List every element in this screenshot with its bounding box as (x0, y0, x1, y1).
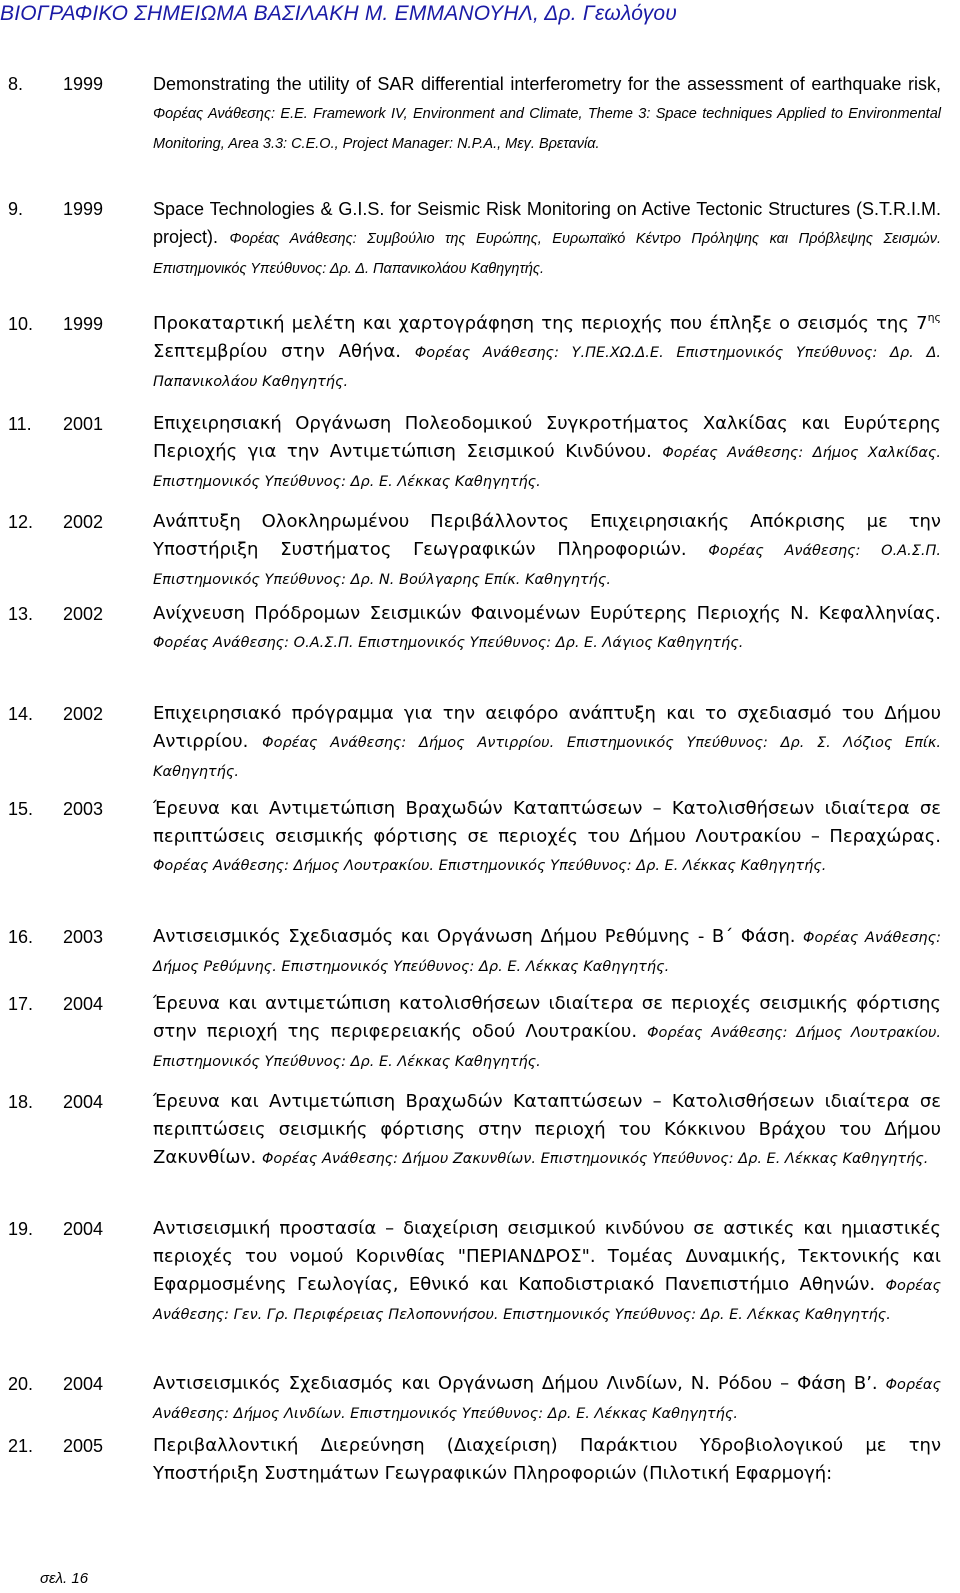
entry-body (153, 990, 941, 1076)
entry-number: 18. (8, 1092, 34, 1112)
entry-year: 2003 (63, 799, 104, 819)
entry-title-superscript: ης (927, 311, 941, 324)
entry-agency: Φορέας Ανάθεσης: Δήμος Λινδίων. Επιστημονικός Υπεύθυνος: Δρ. Ε. Λέκκας Καθηγητής. (153, 1377, 941, 1422)
entry-number: 15. (8, 799, 34, 819)
entry-year: 2004 (63, 1092, 104, 1112)
entry-body (153, 1370, 941, 1428)
entry-number: 21. (8, 1436, 34, 1456)
entry-number: 13. (8, 604, 34, 624)
entry-year: 2002 (63, 604, 104, 624)
entry-title: Επιχειρησιακό πρόγραμμα για την αειφόρο ανάπτυξη και το σχεδιασμό του Δήμου Αντιρρίου. (153, 703, 941, 752)
entry-agency: Φορέας Ανάθεσης: Δήμος Αντιρρίου. Επιστημονικός Υπεύθυνος: Δρ. Σ. Λόζιος Επίκ. Καθηγητής. (153, 735, 941, 780)
entry-body (153, 195, 941, 283)
entry-agency: Φορέας Ανάθεσης: Δήμου Ζακυνθίων. Επιστημονικός Υπεύθυνος: Δρ. Ε. Λέκκας Καθηγητής. (261, 1151, 929, 1167)
entry-title: Περιβαλλοντική Διερεύνηση (Διαχείριση) Παράκτιου Υδροβιολογικού με την Υποστήριξη Συστημάτων Γεωγραφικών Πληροφοριών (Πιλοτική Εφαρμογή: (153, 1435, 941, 1484)
entry-agency: Φορέας Ανάθεσης: Ο.Α.Σ.Π. Επιστημονικός Υπεύθυνος: Δρ. Ε. Λάγιος Καθηγητής. (153, 635, 744, 651)
entry-body (153, 310, 941, 396)
entry-title: Αντισεισμικός Σχεδιασμός και Οργάνωση Δήμου Ρεθύμνης - Β΄ Φάση. (153, 926, 796, 947)
entry-year: 2001 (63, 414, 104, 434)
entry-title-end: Σεπτεμβρίου στην Αθήνα. (153, 341, 402, 362)
entry-title-start: Προκαταρτική μελέτη και χαρτογράφηση της περιοχής που έπληξε ο σεισμός της 7 (153, 313, 928, 334)
entry-agency: Φορέας Ανάθεσης: Συμβούλιο της Ευρώπης, Ευρωπαϊκό Κέντρο Πρόληψης και Πρόβλεψης Σεισμών. Επιστημονικός Υπεύθυνος: Δρ. Δ. Παπανικολάου Καθηγητής. (153, 231, 941, 277)
entry-year: 1999 (63, 199, 104, 219)
entry-body (153, 1215, 941, 1329)
entry-number: 11. (8, 414, 32, 434)
entry-title: Ανάπτυξη Ολοκληρωμένου Περιβάλλοντος Επιχειρησιακής Απόκρισης με την Υποστήριξη Συστήματος Γεωγραφικών Πληροφοριών. (153, 511, 941, 560)
entry-title: Έρευνα και Αντιμετώπιση Βραχωδών Καταπτώσεων – Κατολισθήσεων ιδιαίτερα σε περιπτώσεις σεισμικής φόρτισης σε περιοχές του Δήμου Λουτρακίου – Περαχώρας. (153, 798, 941, 847)
entry-year: 2004 (63, 1374, 104, 1394)
entry-year: 1999 (63, 74, 104, 94)
entry-year: 2004 (63, 1219, 104, 1239)
entry-year: 2003 (63, 927, 104, 947)
entry-number: 16. (8, 927, 34, 947)
entry-title: Demonstrating the utility of SAR differential interferometry for the assessment of earthquake risk, (153, 74, 941, 94)
entry-year: 1999 (63, 314, 104, 334)
entry-agency: Φορέας Ανάθεσης: Υ.ΠΕ.ΧΩ.Δ.Ε. Επιστημονικός Υπεύθυνος: Δρ. Δ. Παπανικολάου Καθηγητής. (153, 345, 941, 390)
document-header: ΒΙΟΓΡΑΦΙΚΟ ΣΗΜΕΙΩΜΑ ΒΑΣΙΛΑΚΗ Μ. ΕΜΜΑΝΟΥΗΛ, Δρ. Γεωλόγου (0, 2, 678, 25)
entry-agency: Φορέας Ανάθεσης: Ο.Α.Σ.Π. Επιστημονικός Υπεύθυνος: Δρ. Ν. Βούλγαρης Επίκ. Καθηγητής. (153, 543, 941, 588)
entry-title: Ανίχνευση Πρόδρομων Σεισμικών Φαινομένων Ευρύτερης Περιοχής Ν. Κεφαλληνίας. (153, 603, 941, 624)
entry-number: 12. (8, 512, 34, 532)
entry-body (153, 410, 941, 496)
entry-body (153, 1088, 941, 1173)
entry-number: 17. (8, 994, 34, 1014)
entry-title: Επιχειρησιακή Οργάνωση Πολεοδομικού Συγκροτήματος Χαλκίδας και Ευρύτερης Περιοχής για την Αντιμετώπιση Σεισμικού Κινδύνου. (153, 413, 941, 462)
entry-title: Αντισεισμικός Σχεδιασμός και Οργάνωση Δήμου Λινδίων, Ν. Ρόδου – Φάση Β’. (153, 1373, 878, 1394)
entry-body (153, 923, 941, 981)
entry-title: Έρευνα και Αντιμετώπιση Βραχωδών Καταπτώσεων – Κατολισθήσεων ιδιαίτερα σε περιπτώσεις σεισμικής φόρτισης στην περιοχή του Κόκκινου Βράχου του Δήμου Ζακυνθίων. (153, 1091, 941, 1168)
entry-number: 8. (8, 74, 24, 94)
entry-body (153, 508, 941, 594)
entry-number: 19. (8, 1219, 34, 1239)
entry-agency: Φορέας Ανάθεσης: Δήμος Ρεθύμνης. Επιστημονικός Υπεύθυνος: Δρ. Ε. Λέκκας Καθηγητής. (153, 930, 941, 975)
entry-number: 9. (8, 199, 24, 219)
entry-body (153, 795, 941, 880)
entry-number: 10. (8, 314, 34, 334)
entry-body (153, 1432, 941, 1488)
entry-agency: Φορέας Ανάθεσης: Ε.Ε. Framework IV, Environment and Climate, Theme 3: Space techniques Applied to Environmental Monitoring, Area 3.3: C.E.O., Project Manager: N.P.A., Μεγ. Βρετανία. (153, 106, 941, 152)
entry-year: 2004 (63, 994, 104, 1014)
entry-title: Έρευνα και αντιμετώπιση κατολισθήσεων ιδιαίτερα σε περιοχές σεισμικής φόρτισης στην περιοχή της περιφερειακής οδού Λουτρακίου. (153, 993, 941, 1042)
entry-agency: Φορέας Ανάθεσης: Δήμος Λουτρακίου. Επιστημονικός Υπεύθυνος: Δρ. Ε. Λέκκας Καθηγητής. (153, 858, 827, 874)
entry-body (153, 700, 941, 786)
entry-title: Space Technologies & G.I.S. for Seismic Risk Monitoring on Active Tectonic Structures (S.T.R.I.M. project). (153, 199, 941, 247)
entry-agency: Φορέας Ανάθεσης: Γεν. Γρ. Περιφέρειας Πελοποννήσου. Επιστημονικός Υπεύθυνος: Δρ. Ε. Λέκκας Καθηγητής. (153, 1278, 941, 1323)
entry-agency: Φορέας Ανάθεσης: Δήμος Λουτρακίου. Επιστημονικός Υπεύθυνος: Δρ. Ε. Λέκκας Καθηγητής. (153, 1025, 941, 1070)
entry-year: 2002 (63, 704, 104, 724)
entry-body (153, 70, 941, 158)
entry-agency: Φορέας Ανάθεσης: Δήμος Χαλκίδας. Επιστημονικός Υπεύθυνος: Δρ. Ε. Λέκκας Καθηγητής. (153, 445, 941, 490)
page-number: σελ. 16 (40, 1570, 89, 1587)
entry-number: 14. (8, 704, 34, 724)
entry-title: Αντισεισμική προστασία – διαχείριση σεισμικού κινδύνου σε αστικές και ημιαστικές περιοχές του νομού Κορινθίας "ΠΕΡΙΑΝΔΡΟΣ". Τομέας Δυναμικής, Τεκτονικής και Εφαρμοσμένης Γεωλογίας, Εθνικό και Καποδιστριακό Πανεπιστήμιο Αθηνών. (153, 1218, 941, 1295)
entry-year: 2002 (63, 512, 104, 532)
entry-number: 20. (8, 1374, 34, 1394)
entry-year: 2005 (63, 1436, 104, 1456)
entry-body (153, 600, 941, 657)
